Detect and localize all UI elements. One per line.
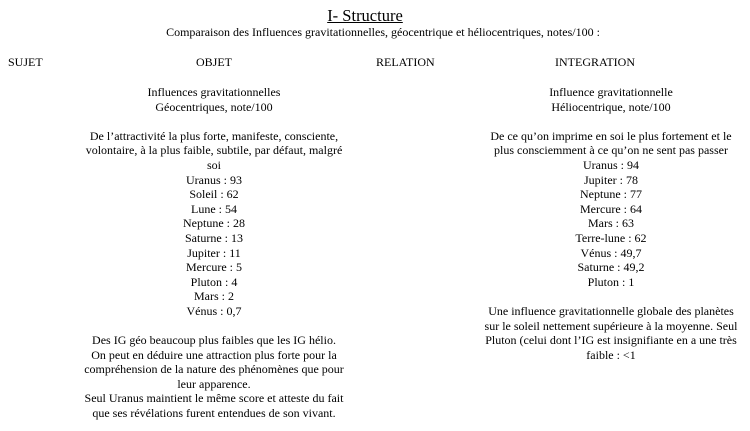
objet-score-list (64, 173, 364, 319)
integration-score-list (448, 158, 750, 289)
objet-intro-line1: De l’attractivité la plus forte, manifeste, consciente, (89, 128, 339, 143)
integration-heading-line1: Influence gravitationnelle (549, 85, 673, 99)
integration-score-item: Pluton : 1 (587, 274, 635, 289)
objet-score-item: Vénus : 0,7 (186, 303, 242, 318)
integration-score-item: Saturne : 49,2 (577, 260, 645, 275)
objet-intro-line2: volontaire, à la plus faible, subtile, par défaut, malgré (85, 143, 343, 158)
objet-score-item: Mars : 2 (194, 289, 234, 304)
integration-intro-line2: plus consciemment à ce qu’on ne sent pas passer (494, 143, 728, 158)
header-integration: INTEGRATION (555, 55, 635, 69)
page-title: I- Structure (327, 6, 403, 25)
integration-conclusion-line: Une influence gravitationnelle globale des planètes (488, 303, 734, 318)
objet-score-item: Lune : 54 (191, 201, 237, 216)
objet-conclusion-line: leur apparence. (177, 376, 251, 391)
integration-score-item: Mars : 63 (588, 216, 634, 231)
objet-score-item: Saturne : 13 (185, 230, 243, 245)
objet-heading-line2: Géocentriques, note/100 (155, 99, 273, 114)
integration-score-item: Jupiter : 78 (584, 172, 638, 187)
objet-score-item: Soleil : 62 (189, 187, 239, 202)
objet-score-item: Pluton : 4 (190, 274, 238, 289)
integration-score-item: Terre-lune : 62 (575, 230, 647, 245)
objet-conclusion-line: Seul Uranus maintient le même score et atteste du fait (84, 391, 344, 406)
integration-heading-line2: Héliocentrique, note/100 (551, 99, 671, 114)
integration-conclusion-line: faible : <1 (586, 347, 636, 362)
objet-intro-line3: soi (206, 157, 221, 172)
objet-conclusion-line: Des IG géo beaucoup plus faibles que les IG hélio. (92, 333, 336, 348)
integration-column (448, 85, 750, 362)
objet-conclusion (64, 333, 364, 421)
integration-score-item: Mercure : 64 (580, 201, 642, 216)
objet-score-item: Neptune : 28 (183, 216, 245, 231)
objet-conclusion-line: que ses révélations furent entendues de son vivant. (92, 406, 336, 421)
header-sujet: SUJET (8, 55, 43, 69)
integration-score-item: Neptune : 77 (580, 187, 642, 202)
integration-score-item: Uranus : 94 (583, 157, 639, 172)
objet-column (64, 85, 364, 421)
header-objet: OBJET (196, 55, 232, 69)
integration-conclusion-line: sur le soleil nettement supérieure à la moyenne. Seul (484, 318, 738, 333)
objet-heading-line1: Influences gravitationnelles (147, 85, 281, 99)
integration-conclusion-line: Pluton (celui dont l’IG est insignifiante en a une très (485, 333, 737, 348)
integration-conclusion (448, 304, 750, 362)
objet-score-item: Uranus : 93 (186, 172, 242, 187)
objet-conclusion-line: On peut en déduire une attraction plus forte pour la (91, 347, 337, 362)
objet-score-item: Jupiter : 11 (187, 245, 241, 260)
page-subtitle: Comparaison des Influences gravitationnelles, géocentrique et héliocentriques, notes/100 : (166, 25, 600, 39)
integration-intro-line1: De ce qu’on imprime en soi le plus fortement et le (490, 128, 732, 143)
objet-score-item: Mercure : 5 (186, 260, 242, 275)
integration-score-item: Vénus : 49,7 (580, 245, 642, 260)
header-relation: RELATION (376, 55, 435, 69)
objet-conclusion-line: compréhension de la nature des phénomènes que pour (84, 362, 344, 377)
